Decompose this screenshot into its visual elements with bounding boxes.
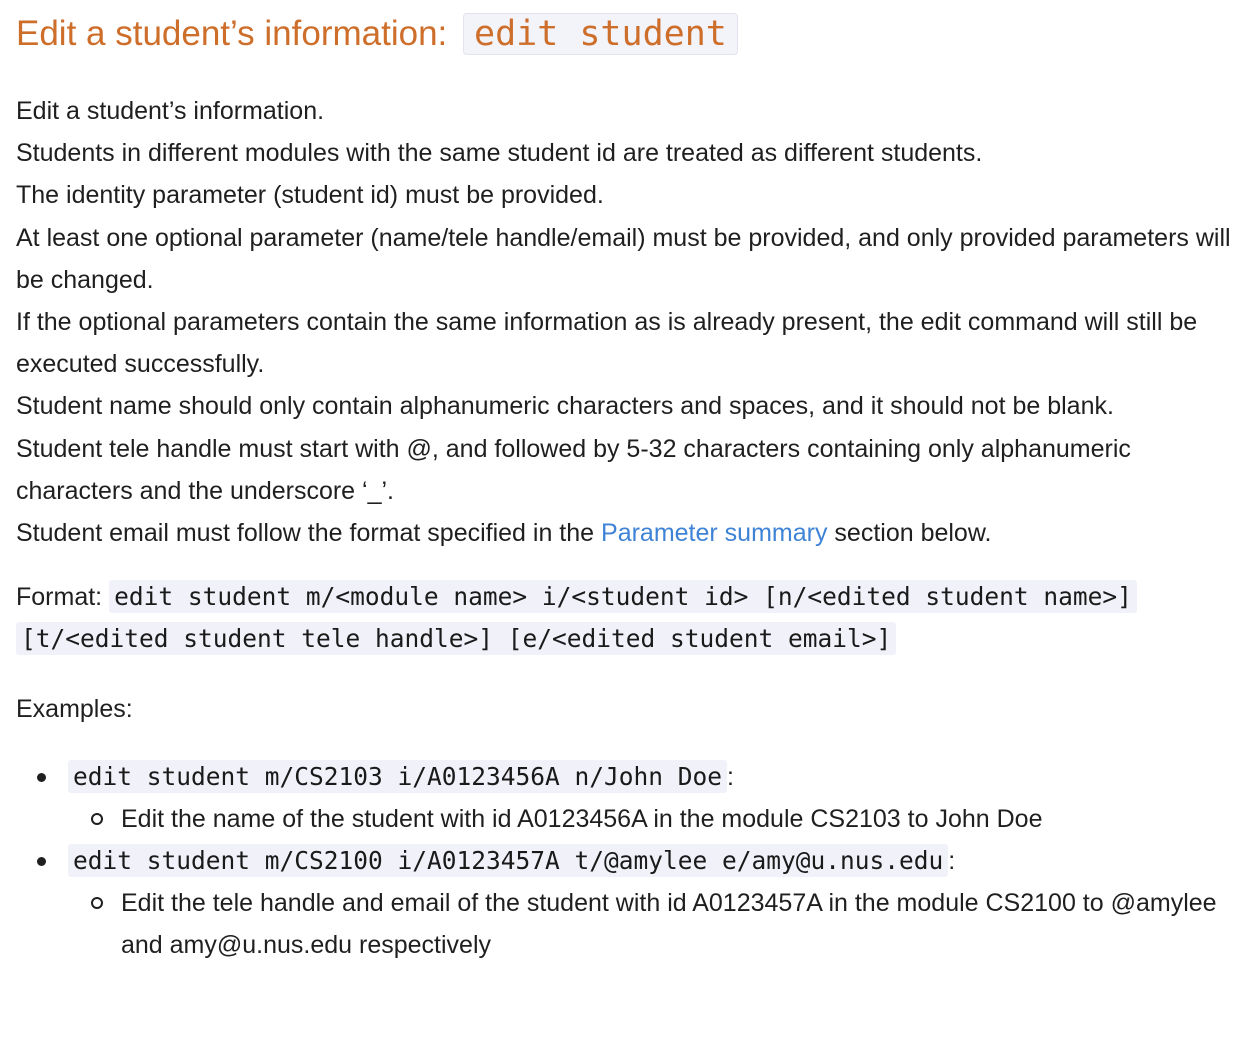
example-suffix: :	[948, 847, 956, 876]
section-heading	[16, 8, 1232, 60]
description-line: Student tele handle must start with @, and followed by 5-32 characters containing only alphanumeric characters and the underscore ‘_’.	[16, 434, 1131, 505]
heading-command: edit student	[463, 13, 738, 55]
format-code: edit student m/<module name> i/<student id> [n/<edited student name>] [t/<edited student tele handle>] [e/<edited student email>]	[16, 580, 1137, 655]
email-rule-line	[16, 512, 1232, 554]
examples-label: Examples:	[16, 695, 133, 724]
description-line: At least one optional parameter (name/tele handle/email) must be provided, and only provided parameters will be changed.	[16, 223, 1231, 294]
description-line: If the optional parameters contain the same information as is already present, the edit command will still be executed successfully.	[16, 308, 1198, 379]
format-label: Format:	[16, 583, 110, 612]
description-line: Students in different modules with the same student id are treated as different students.	[16, 139, 983, 168]
description-line: Edit a student’s information.	[16, 97, 325, 125]
examples-list	[16, 756, 1232, 966]
example-sublist	[68, 798, 1232, 840]
heading-text: Edit a student’s information:	[16, 14, 457, 53]
email-rule-prefix: Student email must follow the format specified in the	[16, 519, 602, 548]
description-line: The identity parameter (student id) must be provided.	[16, 181, 604, 210]
example-code: edit student m/CS2100 i/A0123457A t/@amylee e/amy@u.nus.edu	[68, 844, 948, 877]
format-block	[16, 576, 1232, 660]
example-explanation: Edit the name of the student with id A0123456A in the module CS2103 to John Doe	[121, 798, 1232, 840]
example-item	[68, 756, 1232, 840]
example-sublist	[68, 882, 1232, 966]
example-code: edit student m/CS2103 i/A0123456A n/John Doe	[68, 760, 727, 793]
example-item	[68, 840, 1232, 966]
example-explanation: Edit the tele handle and email of the student with id A0123457A in the module CS2100 to @amylee and amy@u.nus.edu respectively	[121, 882, 1232, 966]
example-suffix: :	[727, 763, 734, 792]
parameter-summary-link[interactable]: Parameter summary	[601, 519, 828, 548]
description	[16, 90, 1232, 554]
description-line: Student name should only contain alphanumeric characters and spaces, and it should not be blank.	[16, 392, 1114, 421]
email-rule-suffix: section below.	[827, 519, 992, 548]
